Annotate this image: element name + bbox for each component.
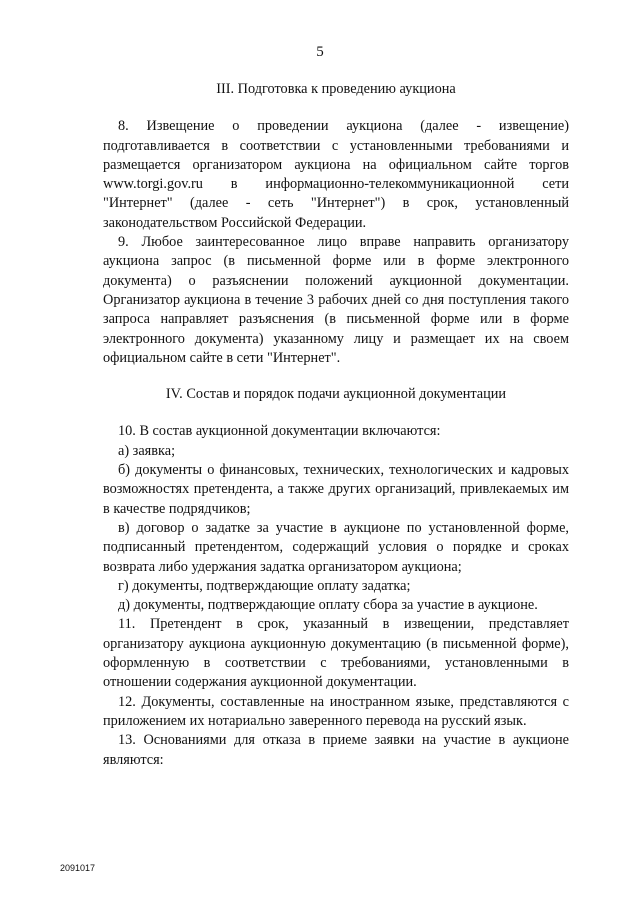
paragraph-9: 9. Любое заинтересованное лицо вправе направить организатору аукциона запрос (в письменной форме или в форме электронного документа) о разъяснении положений аукционной документации. Организатор аукциона в течение 3 рабочих дней со дня поступления такого запроса направляет разъяснения (в письменной форме или в форме электронного документа) указанному лицу и размещает их на своем официальном сайте в сети "Интернет". [103, 234, 569, 366]
list-item-v: в) договор о задатке за участие в аукционе по установленной форме, подписанный претендентом, содержащий условия о порядке и сроках возврата либо удержания задатка организатором аукциона; [103, 519, 569, 575]
paragraph-11: 11. Претендент в срок, указанный в извещении, представляет организатору аукциона аукционную документацию (в письменной форме), оформленную в соответствии с требованиями, установленными в отношении содержания аукционной документации. [103, 616, 569, 691]
paragraph-13: 13. Основаниями для отказа в приеме заявки на участие в аукционе являются: [103, 732, 569, 768]
paragraph-8: 8. Извещение о проведении аукциона (далее - извещение) подготавливается в соответствии с установленными требованиями и размещается организатором аукциона на официальном сайте торгов www.torgi.gov.ru в информационно-телекоммуникационной сети "Интернет" (далее - сеть "Интернет") в срок, установленный законодательством Российской Федерации. [103, 118, 569, 231]
document-body [103, 80, 569, 770]
section-heading-iv: IV. Состав и порядок подачи аукционной документации [165, 386, 507, 403]
document-code: 2091017 [60, 863, 96, 873]
section-heading-iii: III. Подготовка к проведению аукциона [216, 81, 456, 97]
list-item-a: а) заявка; [118, 442, 176, 459]
list-item-b: б) документы о финансовых, технических, технологических и кадровых возможностях претендента, а также других организаций, привлекаемых им в качестве подрядчиков; [103, 462, 569, 517]
paragraph-10: 10. В состав аукционной документации включаются: [118, 423, 441, 440]
paragraph-12: 12. Документы, составленные на иностранном языке, представляются с приложением их нотариально заверенного перевода на русский язык. [103, 693, 569, 729]
list-item-g: г) документы, подтверждающие оплату задатка; [118, 577, 411, 594]
page-number: 5 [316, 44, 324, 60]
list-item-d: д) документы, подтверждающие оплату сбора за участие в аукционе. [118, 597, 538, 614]
